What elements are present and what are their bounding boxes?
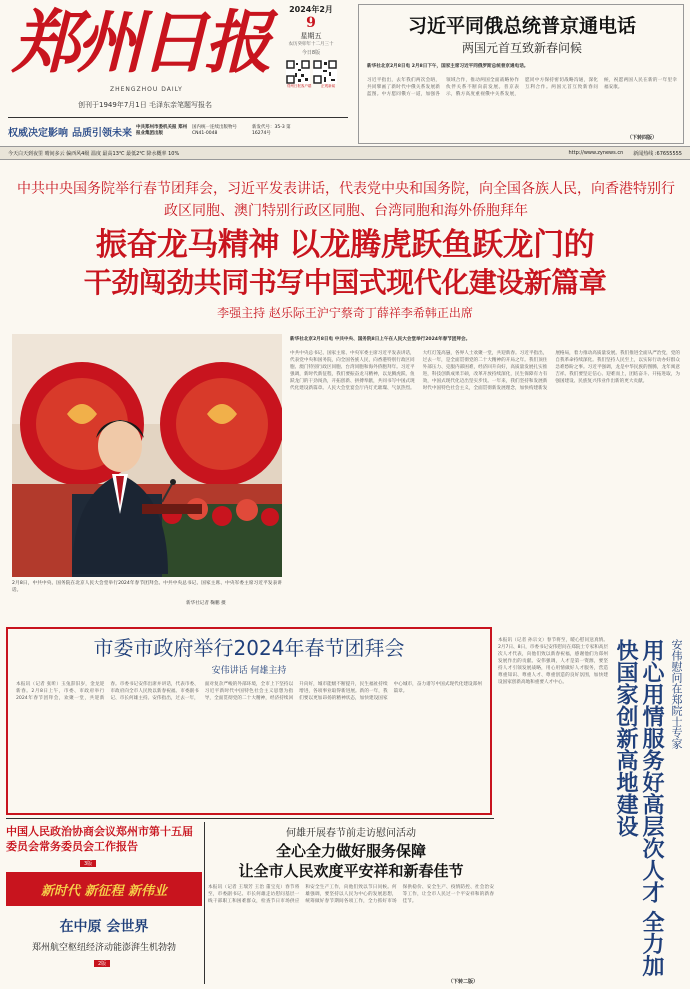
main-photo-caption: 2月8日，中共中央、国务院在北京人民大会堂举行2024年春节团拜会。中共中央总书记、国家主席、中央军委主席习近平发表讲话。 <box>12 581 282 593</box>
publisher-info: 中共郑州市委机关报 郑州报业集团出版 <box>136 125 188 136</box>
weather-bar <box>0 146 690 160</box>
page-count: 今日8版 <box>301 50 321 56</box>
main-headline-line1[interactable]: 振奋龙马精神 以龙腾虎跃鱼跃龙门的 <box>95 227 595 263</box>
city-story-box <box>6 627 492 815</box>
top-story-box <box>358 4 684 144</box>
wechat-caption: 正观新闻 <box>321 84 336 88</box>
divider-bottom <box>6 818 494 819</box>
main-story-lead: 新华社北京2月8日电 中共中央、国务院8日上午在人民大会堂举行2024年春节团拜会。 <box>290 337 471 342</box>
city-story-byline: 安伟讲话 何雄主持 <box>211 666 287 676</box>
zhongyuan-subtitle: 郑州航空枢纽经济动能澎湃生机勃勃 <box>31 943 176 953</box>
weekday: 星期五 <box>300 32 322 40</box>
issue-number: 新发代号：35-3 第16274号 <box>252 125 291 136</box>
top-story-lead: 新华社北京2月8日电 2月8日下午，国家主席习近平同俄罗斯总统普京通电话。 <box>367 64 529 69</box>
date-day: 9 <box>306 15 316 31</box>
main-photo <box>12 334 282 577</box>
bottom-story-headline2[interactable]: 让全市人民欢度平安祥和新春佳节 <box>238 862 464 880</box>
english-name: ZHENGZHOU DAILY <box>110 86 183 93</box>
bottom-story-continued[interactable]: （下转二版） <box>448 979 479 985</box>
main-headline-line2[interactable]: 干劲闯劲共同书写中国式现代化建设新篇章 <box>83 266 607 299</box>
website-link[interactable]: http://www.zynews.cn <box>568 150 624 156</box>
bottom-story <box>208 820 494 986</box>
city-story-headline[interactable]: 市委市政府举行2024年春节团拜会 <box>93 636 405 660</box>
bottom-story-kicker: 何雄开展春节前走访慰问活动 <box>286 828 416 839</box>
slogan-right: 品质引领未来 <box>72 127 132 139</box>
new-era-banner <box>6 872 202 906</box>
right-feature-label: 安伟慰问在郑院士专家 <box>670 639 683 749</box>
zhongyuan-page[interactable]: 2版 <box>94 960 110 967</box>
cppcc-report-title[interactable]: 中国人民政治协商会议郑州市第十五届委员会常务委员会工作报告 <box>6 825 193 853</box>
bottom-left-column <box>6 820 202 986</box>
cppcc-report-page[interactable]: 3版 <box>80 860 96 867</box>
cn-number: 国内统一连续出版物号 CN41-0048 <box>192 125 237 136</box>
slogan-bar <box>8 120 348 142</box>
right-feature-body: 本报讯（记者 孙宗文）春节将至，暖心慰问送真情。2月7日、8日，市委书记安伟慰问在郑院士专家和高层次人才代表，向他们致以新春祝福，感谢他们为郑州发展作出的贡献。安伟强调，人才是第一资源，要坚持人才引领发展战略，用心用情做好人才服务，营造尊重知识、尊重人才、尊重创造的良好氛围，加快建设国家创新高地和重要人才中心。 <box>498 638 608 685</box>
main-story-body: 中共中央总书记、国家主席、中央军委主席习近平发表讲话，代表党中央和国务院，向全国各族人民，向香港特别行政区同胞、澳门特别行政区同胞、台湾同胞和海外侨胞拜年。习近平强调，新时代新征程，我们要振奋龙马精神，以龙腾虎跃、鱼跃龙门的干劲闯劲，开拓创新、拼搏奉献，共同书写中国式现代化建设新篇章。人民大会堂宴会厅内灯光璀璨、气氛热烈。大红灯笼高悬，各界人士欢聚一堂，共迎新春。习近平指出，过去一年，是全面贯彻党的二十大精神的开局之年。我们顶住外部压力、克服内部困难，经济回升向好，高质量发展扎实推进，科技创新成果丰硕，改革开放持续深化，民生保障有力有效，中国式现代化迈出坚实步伐。一年来，我们坚持和发展新时代中国特色社会主义，全面贯彻新发展理念，加快构建新发展格局，着力推动高质量发展。我们推进全面从严治党，党的自我革命持续深化。我们坚持人民至上，以实际行动办好群众急难愁盼之事。习近平强调，龙是中华民族的图腾，龙年寓意吉祥。我们要坚定信心、迎难而上，团结奋斗、开拓进取，为强国建设、民族复兴伟业作出新的更大贡献。 <box>290 351 680 391</box>
lunar-date: 农历癸卯年十二月三十 <box>288 42 334 47</box>
date-year-month: 2024年2月 <box>289 5 333 14</box>
top-story-subtitle: 两国元首互致新春问候 <box>461 41 582 55</box>
city-story-body: 本报讯（记者 张昕）玉兔辞旧岁，金龙迎新春。2月8日上午，市委、市政府举行2024年春节团拜会，欢聚一堂，共迎新春。市委书记安伟出席并讲话，代表市委、市政府向全市人民致以新春祝福。市委副书记、市长何雄主持。安伟指出，过去一年，面对复杂严峻的外部环境，全市上下坚持以习近平新时代中国特色社会主义思想为指导，全面贯彻党的二十大精神，经济持续回升向好，城市能级不断提升，民生福祉持续增进，各项事业取得新进展。新的一年，我们要以更加昂扬的精神状态，加快建设国家中心城市，奋力谱写中国式现代化建设郑州篇章。 <box>16 682 482 701</box>
founded-note: 创刊于1949年7月1日 毛泽东亲笔题写报名 <box>78 101 212 109</box>
slogan-left: 权威决定影响 <box>8 127 68 139</box>
press-photo-illustration <box>12 334 282 577</box>
top-story-continued[interactable]: （下转四版） <box>627 135 658 141</box>
new-era-banner-text: 新时代 新征程 新伟业 <box>40 883 168 899</box>
main-kicker: 中共中央国务院举行春节团拜会，习近平发表讲话，代表党中央和国务院，向全国各族人民，向香港特别行政区同胞、澳门特别行政区同胞、台湾同胞和海外侨胞拜年 <box>17 181 675 219</box>
right-feature <box>498 627 686 987</box>
top-story-title[interactable]: 习近平同俄总统普京通电话 <box>407 15 636 37</box>
qr-caption: 郑州日报客户端 <box>286 84 312 88</box>
divider-bottom-vertical <box>204 822 205 984</box>
news-hotline: 新闻热线 :67655555 <box>633 150 682 157</box>
newspaper-logo: 郑州日报 <box>12 3 269 83</box>
bottom-story-headline1[interactable]: 全心全力做好服务保障 <box>275 842 426 860</box>
main-byline: 李强主持 赵乐际王沪宁蔡奇丁薛祥李希韩正出席 <box>217 306 473 320</box>
right-feature-headline[interactable]: 用心用情服务好高层次人才 全力加快国家创新高地建设 <box>613 639 664 977</box>
date-box <box>282 4 340 116</box>
top-story-body: 习近平指出，去年我们两次会晤，共同擘画了新时代中俄关系发展新蓝图。中方愿同俄方一道，加强各领域合作，推动两国全面战略协作伙伴关系不断向前发展。普京表示，俄方高度重视俄中关系发展，愿同中方保持密切战略沟通，深化互利合作。两国元首互致新春问候，祝愿两国人民在新的一年里幸福安康。 <box>367 78 677 97</box>
qr-code-icon <box>286 60 310 84</box>
weather-report: 今天白天到夜里 晴间多云 偏西风4级 温度 最高13℃ 最低2℃ 降水概率 10% <box>8 150 180 157</box>
wechat-qr-icon <box>313 60 337 84</box>
main-photo-credit: 新华社记者 鞠鹏 摄 <box>186 601 226 606</box>
bottom-story-body: 本报讯（记者 王瑞芳 王治 董宝克）春节将至，市委副书记、市长何雄走访慰问基层一线干部职工和困难群众，检查节日市场供应和安全生产工作，向他们致以节日问候。何雄强调，要坚持以人民为中心的发展思想，统筹做好春节期间各项工作，全力抓好市场保供稳价、安全生产、疫情防控、社会治安等工作，让全市人民过一个平安祥和的新春佳节。 <box>208 885 494 904</box>
zhongyuan-title[interactable]: 在中原 会世界 <box>59 919 149 935</box>
